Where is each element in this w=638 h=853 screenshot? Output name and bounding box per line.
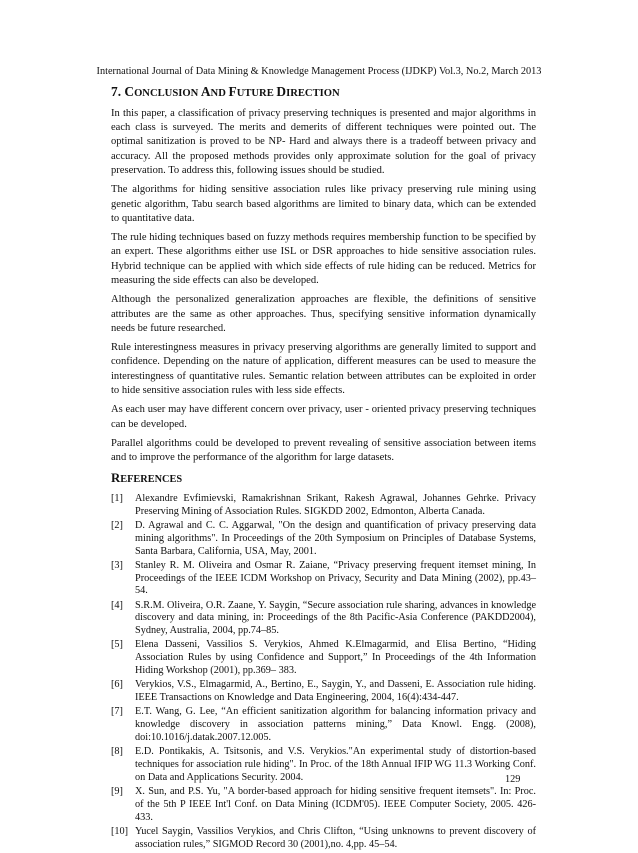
section-heading-part: D (276, 84, 287, 99)
section-heading-prefix: 7. C (111, 84, 135, 99)
reference-number: [1] (111, 492, 123, 504)
section-heading (111, 84, 536, 102)
reference-text: Verykios, V.S., Elmagarmid, A., Bertino, E., Saygin, Y., and Dasseni, E. Association rule hiding. IEEE Transactions on Knowledge and Data Engineering, 2004, 16(4):434-447. (135, 679, 536, 704)
reference-number: [8] (111, 746, 123, 758)
reference-text: Stanley R. M. Oliveira and Osmar R. Zaiane, “Privacy preserving frequent itemset mining, In Proceedings of the IEEE ICDM Workshop on Privacy, Security and Data Mining (2002), pp.43–54. (135, 559, 536, 597)
reference-number: [4] (111, 599, 123, 611)
running-header: International Journal of Data Mining & Knowledge Management Process (IJDKP) Vol.3, No.2, March 2013 (96, 66, 542, 77)
reference-item (111, 600, 536, 639)
reference-number: [6] (111, 679, 123, 691)
body-paragraph: Although the personalized generalization approaches are flexible, the definitions of sensitive attributes are the same as other approaches. Thus, specifying sensitive information dynamically needs be future researched. (111, 294, 536, 334)
section-heading-part: UTURE (236, 88, 277, 99)
references-heading-part: EFERENCES (120, 473, 183, 485)
reference-text: D. Agrawal and C. C. Aggarwal, "On the design and quantification of privacy preserving data mining algorithms". In Proceedings of the 20th Symposium on Principles of Database Systems, Santa Barbara, California, USA, May, 2001. (135, 519, 536, 557)
reference-number: [10] (111, 826, 129, 838)
reference-text: E.T. Wang, G. Lee, “An efficient sanitization algorithm for balancing information privacy and knowledge discovery in association patterns mining,” Data Knowl. Engg. (2008), doi:10.1016/j.datak.2007.12.005. (135, 706, 536, 744)
reference-text: S.R.M. Oliveira, O.R. Zaane, Y. Saygin, “Secure association rule sharing, advances in knowledge discovery and data mining, in: Proceedings of the 8th Pacific-Asia Conference (PAKDD2004), Sydney, Australia, 2004, pp.74–85. (135, 599, 536, 637)
reference-list (111, 493, 536, 852)
section-heading-part: ND (210, 88, 229, 99)
section-heading-part: F (228, 84, 237, 99)
reference-number: [3] (111, 559, 123, 571)
reference-number: [5] (111, 639, 123, 651)
reference-text: Yucel Saygin, Vassilios Verykios, and Chris Clifton, “Using unknowns to prevent discovery of association rules,” SIGMOD Record 30 (2001),no. 4,pp. 45–54. (135, 826, 536, 850)
reference-item (111, 639, 536, 678)
body-paragraph: The rule hiding techniques based on fuzzy methods requires membership function to be specified by an expert. These algorithms either use ISL or DSR approaches to hide sensitive association rules. Hybrid technique can be applied with which side effects of rule hiding can be reduced. Metrics for measuring the side effects can also be developed. (111, 232, 536, 286)
reference-number: [2] (111, 519, 123, 531)
reference-item (111, 786, 536, 825)
reference-item (111, 679, 536, 705)
references-heading-part: R (111, 470, 121, 485)
reference-item (111, 493, 536, 519)
reference-item (111, 826, 536, 852)
references-heading (111, 471, 536, 487)
body-paragraph: As each user may have different concern over privacy, user - oriented privacy preserving techniques can be developed. (111, 404, 536, 430)
body-paragraph: Parallel algorithms could be developed to prevent revealing of sensitive association between items and to improve the performance of the algorithm for large datasets. (111, 438, 536, 464)
reference-text: X. Sun, and P.S. Yu, "A border-based approach for hiding sensitive frequent itemsets". In: Proc. of the 5th P IEEE Int'l Conf. on Data Mining (ICDM'05). IEEE Computer Society, 2005. 426-433. (135, 786, 536, 823)
page-content (111, 84, 536, 853)
reference-number: [9] (111, 786, 123, 798)
reference-item (111, 746, 536, 785)
reference-text: Elena Dasseni, Vassilios S. Verykios, Ahmed K.Elmagarmid, and Elisa Bertino, “Hiding Association Rules by using Confidence and Support,” In Proceedings of the 4th Information Hiding Workshop (2001), pp.369– 383. (135, 639, 536, 677)
reference-item (111, 560, 536, 599)
reference-item (111, 520, 536, 559)
reference-text: Alexandre Evfimievski, Ramakrishnan Srikant, Rakesh Agrawal, Johannes Gehrke. Privacy Preserving Mining of Association Rules. SIGKDD 2002, Edmonton, Alberta Canada. (135, 492, 536, 517)
body-paragraph: The algorithms for hiding sensitive association rules like privacy preserving rule mining using genetic algorithm, Tabu search based algorithms are limited to binary data, which can be extended to quantitative data. (111, 184, 536, 224)
section-heading-part: ONCLUSION (134, 88, 201, 99)
section-heading-part: A (200, 84, 211, 99)
section-heading-part: IRECTION (286, 88, 340, 99)
body-paragraph: Rule interestingness measures in privacy preserving algorithms are generally limited to support and confidence. Depending on the nature of application, different measures can be used to measure the interestingness of quantitative rules. Semantic relation between attributes can be exploited in order to hide sensitive association rules with less side effects. (111, 342, 536, 396)
page-number: 129 (505, 774, 521, 785)
reference-item (111, 706, 536, 745)
reference-text: E.D. Pontikakis, A. Tsitsonis, and V.S. Verykios."An experimental study of distortion-based techniques for association rule hiding". In Proc. of the 18th Annual IFIP WG 11.3 Working Conf. on Data and Applications Security. 2004. (135, 746, 536, 784)
body-paragraph: In this paper, a classification of privacy preserving techniques is presented and major algorithms in each class is surveyed. The merits and demerits of different techniques were pointed out. The optimal sanitization is proved to be NP- Hard and always there is a tradeoff between privacy and accuracy. All the proposed methods provides only approximate solution for the goal of privacy preservation. To address this, following issues should be studied. (111, 108, 536, 176)
reference-number: [7] (111, 706, 123, 718)
